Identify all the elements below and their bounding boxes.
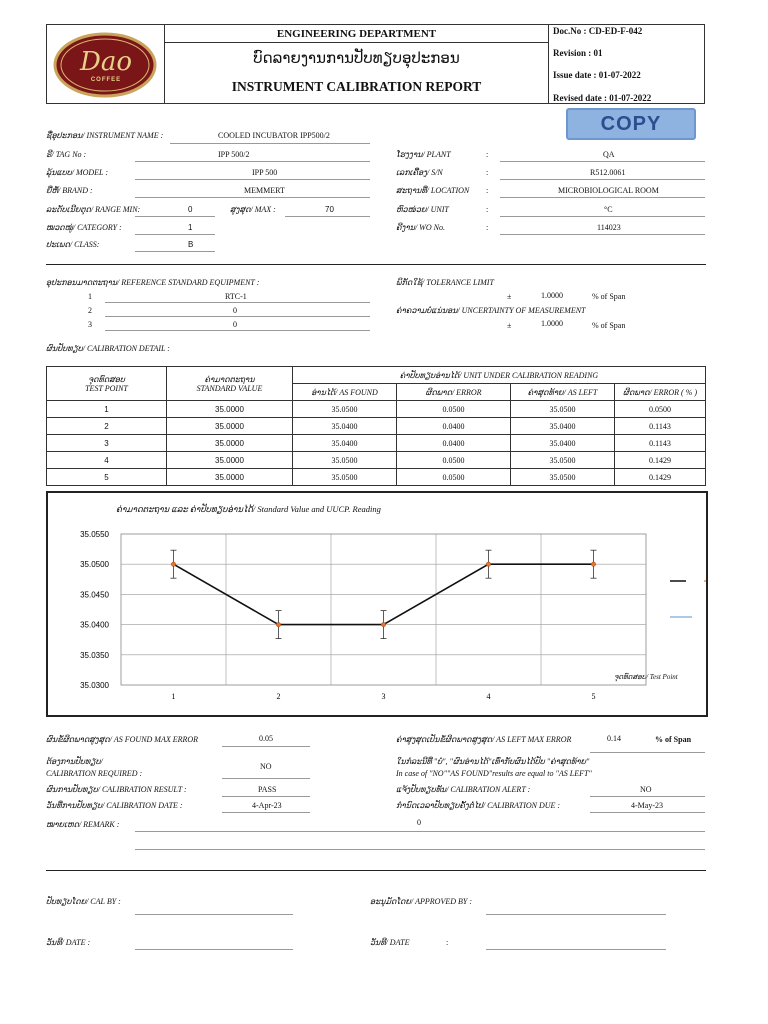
instrument-name-label: ຊື່ອຸປະກອນ/ INSTRUMENT NAME : <box>46 131 164 140</box>
cal-required-lao: ຕ້ອງການປັບທຽບ/ <box>46 757 103 766</box>
uuc-reading-header: ຄ່າປັບທຽບອ່ານໄດ້/ UNIT UNDER CALIBRATION READING <box>293 367 706 384</box>
cal-required-line <box>222 778 310 779</box>
tolerance-value: 1.0000 <box>541 291 563 300</box>
data-point <box>276 622 280 626</box>
copy-stamp: COPY <box>566 108 696 140</box>
as-left-cell: 35.0400 <box>511 418 615 435</box>
sn-label: ເລກເຄື່ອງ/ S/N <box>396 168 443 177</box>
chart-title: ຄ່າມາດຕະຖານ ແລະ ຄ່າປັບທຽບອ່ານໄດ້/ Standard Value and UUCP. Reading <box>116 504 381 514</box>
calibration-chart <box>46 491 708 717</box>
range-min-label: ລະດັບເນີຍຕຸດ/ RANGE MIN: <box>46 205 141 214</box>
calibration-detail-label: ຜົນປັບທຽບ/ CALIBRATION DETAIL : <box>46 344 170 353</box>
cal-due-line <box>590 812 705 813</box>
remark-label: ໝາຍເຫດ/ REMARK : <box>46 820 120 829</box>
logo-text: Dao <box>80 47 132 77</box>
header-lao: ຈຸດທົດສອບ <box>88 374 125 384</box>
cal-result-label: ຜົນການປັບທຽບ/ CALIBRATION RESULT : <box>46 785 187 794</box>
as-found-cell: 35.0400 <box>293 418 397 435</box>
as-left-max-line <box>590 752 705 753</box>
y-tick-label: 35.0550 <box>80 530 109 539</box>
brand-value: MEMMERT <box>244 186 285 195</box>
cal-date-sign-label: ວັນທີ/ DATE : <box>46 938 91 947</box>
test-point-cell: 5 <box>47 469 167 486</box>
approved-by-signature-line[interactable] <box>486 914 666 915</box>
model-label: ລຸ້ນແບບ/ MODEL : <box>46 168 109 177</box>
standard-value-cell: 35.0000 <box>167 401 293 418</box>
remark-value: 0 <box>417 818 421 827</box>
standard-value-cell: 35.0000 <box>167 435 293 452</box>
location-label: ສະຖານທີ່/ LOCATION <box>396 186 470 195</box>
cal-due-value: 4-May-23 <box>631 801 663 810</box>
section-divider <box>46 870 706 871</box>
error-pct-header: ຜິດພາດ/ ERROR ( % ) <box>615 384 706 401</box>
data-point <box>381 622 385 626</box>
y-tick-label: 35.0300 <box>80 681 109 690</box>
range-min-value: 0 <box>188 205 193 214</box>
approved-by-label: ອະນຸມັດໂດຍ/ APPROVED BY : <box>370 897 472 906</box>
error-cell: 0.0500 <box>397 469 511 486</box>
reference-label: ອຸປະກອນມາດຕະຖານ/ REFERENCE STANDARD EQUIPMENT : <box>46 278 260 287</box>
test-point-cell: 2 <box>47 418 167 435</box>
plus-minus: ± <box>507 292 512 301</box>
model-value: IPP 500 <box>252 168 278 177</box>
category-label: ໝວດໝູ່/ CATEGORY : <box>46 223 122 232</box>
unit-line <box>500 216 705 217</box>
as-found-cell: 35.0400 <box>293 435 397 452</box>
tolerance-unit: % of Span <box>592 292 626 301</box>
header-lao: ຄ່າມາດຕະຖານ <box>204 374 255 384</box>
tag-value: IPP 500/2 <box>218 150 250 159</box>
cal-by-signature-line[interactable] <box>135 914 293 915</box>
y-tick-label: 35.0450 <box>80 590 109 600</box>
table-row <box>47 418 706 435</box>
model-line <box>135 179 370 180</box>
x-tick-label: 5 <box>591 692 596 701</box>
cal-alert-label: ແຈ້ງປັບທຽບທັນ/ CALIBRATION ALERT : <box>396 785 531 794</box>
x-tick-label: 3 <box>381 692 386 701</box>
as-left-header: ຄ່າສຸດທ້າຍ/ AS LEFT <box>511 384 615 401</box>
y-tick-label: 35.0350 <box>80 650 109 660</box>
cal-alert-value: NO <box>640 785 652 794</box>
location-line <box>500 197 705 198</box>
test-point-cell: 3 <box>47 435 167 452</box>
brand-label: ຍີ່ຫໍ້/ BRAND : <box>46 186 93 195</box>
ref-no-2: 2 <box>88 306 92 315</box>
as-found-max-label: ຜົນຂໍ້ຜິດພາດສູງສຸດ/ AS FOUND MAX ERROR <box>46 735 199 744</box>
x-tick-label: 1 <box>171 692 176 701</box>
table-row <box>47 452 706 469</box>
ref-line-2 <box>105 316 370 317</box>
table-row <box>47 401 706 418</box>
header-en: STANDARD VALUE <box>196 383 263 393</box>
location-value: MICROBIOLOGICAL ROOM <box>558 186 659 195</box>
colon: : <box>486 223 489 232</box>
as-left-max-label: ຄ່າສູງສຸດເປັນຂໍ້ຜິດພາດສູງສຸດ/ AS LEFT MAX ERROR <box>396 735 572 744</box>
cal-result-line <box>222 796 310 797</box>
document-header <box>46 24 705 104</box>
plot-area <box>121 534 646 685</box>
uncertainty-unit: % of Span <box>592 321 626 330</box>
x-tick-label: 2 <box>276 692 281 701</box>
uncertainty-value: 1.0000 <box>541 319 563 328</box>
sn-value: R512.0061 <box>590 168 626 177</box>
report-title: INSTRUMENT CALIBRATION REPORT <box>231 79 482 94</box>
max-line <box>285 216 370 217</box>
ref-value-2: 0 <box>233 306 237 315</box>
remark-line-1 <box>135 831 705 832</box>
test-point-cell: 4 <box>47 452 167 469</box>
wo-line <box>500 234 705 235</box>
error-pct-cell: 0.1429 <box>615 452 706 469</box>
plus-minus: ± <box>507 321 512 330</box>
plant-value: QA <box>603 150 615 159</box>
as-found-max-line <box>222 746 310 747</box>
instrument-name-value: COOLED INCUBATOR IPP500/2 <box>218 131 330 140</box>
y-tick-label: 35.0500 <box>80 560 109 570</box>
instrument-name-line <box>170 143 370 144</box>
x-axis-label: ຈຸດທົດສອບ/ Test Point <box>614 673 678 681</box>
cal-date-sign-line[interactable] <box>135 949 293 950</box>
as-left-max-value: 0.14 <box>607 734 621 743</box>
chart-plot <box>48 493 706 715</box>
standard-value-header <box>167 367 293 401</box>
class-line <box>135 251 215 252</box>
as-left-max-unit: % of Span <box>655 735 692 744</box>
as-found-cell: 35.0500 <box>293 452 397 469</box>
error-pct-cell: 0.0500 <box>615 401 706 418</box>
approved-date-label: ວັນທີ/ DATE <box>370 938 410 947</box>
range-min-line <box>135 216 215 217</box>
colon: : <box>486 150 489 159</box>
cal-due-label: ກໍານົດເວລາປັບທຽບຄັ້ງຕໍ່ໄປ/ CALIBRATION DUE : <box>396 801 561 810</box>
standard-value-cell: 35.0000 <box>167 452 293 469</box>
cal-by-label: ປັບທຽບໂດຍ/ CAL BY : <box>46 897 121 906</box>
error-pct-cell: 0.1143 <box>615 418 706 435</box>
error-pct-cell: 0.1429 <box>615 469 706 486</box>
ref-value-3: 0 <box>233 320 237 329</box>
as-found-cell: 35.0500 <box>293 469 397 486</box>
error-cell: 0.0400 <box>397 418 511 435</box>
brand-line <box>135 197 370 198</box>
plant-label: ໂຮງງານ/ PLANT <box>396 150 451 159</box>
table-row <box>47 469 706 486</box>
wo-label: ຄີງານ/ WO No. <box>396 223 445 232</box>
data-point <box>486 562 490 566</box>
x-tick-label: 4 <box>486 692 491 701</box>
error-pct-cell: 0.1143 <box>615 435 706 452</box>
note-en: In case of "NO""AS FOUND"results are equal to "AS LEFT" <box>396 769 592 778</box>
logo-cell <box>47 25 165 103</box>
error-cell: 0.0500 <box>397 452 511 469</box>
department-name: ENGINEERING DEPARTMENT <box>165 25 548 43</box>
data-point <box>171 562 175 566</box>
cal-result-value: PASS <box>258 785 277 794</box>
colon: : <box>486 168 489 177</box>
category-value: 1 <box>188 223 193 232</box>
as-found-max-value: 0.05 <box>259 734 273 743</box>
document-control-cell <box>549 25 704 103</box>
wo-value: 114023 <box>597 223 621 232</box>
cal-required-label: CALIBRATION REQUIRED : <box>46 769 143 778</box>
unit-label: ຫົວໜ່ວຍ/ UNIT <box>396 205 449 214</box>
max-label: ສູງສຸດ/ MAX : <box>230 205 276 214</box>
error-cell: 0.0500 <box>397 401 511 418</box>
max-value: 70 <box>325 205 334 214</box>
as-left-cell: 35.0500 <box>511 469 615 486</box>
category-line <box>135 234 215 235</box>
logo-subtext: COFFEE <box>90 77 122 83</box>
as-found-cell: 35.0500 <box>293 401 397 418</box>
section-divider <box>46 264 706 265</box>
sn-line <box>500 179 705 180</box>
uncertainty-label: ຄ່າຄວາມບໍ່ແນ່ນອນ/ UNCERTAINTY OF MEASUREMENT <box>396 306 586 315</box>
y-tick-label: 35.0400 <box>80 620 109 630</box>
unit-value: °C <box>604 205 613 214</box>
calibration-table <box>46 366 706 486</box>
tolerance-label: ພິກັດໃຊ້/ TOLERANCE LIMIT <box>396 278 494 287</box>
cal-date-label: ວັນທີ່ການປັບທຽບ/ CALIBRATION DATE : <box>46 801 183 810</box>
error-cell: 0.0400 <box>397 435 511 452</box>
standard-value-cell: 35.0000 <box>167 469 293 486</box>
tag-line <box>135 161 370 162</box>
doc-number: Doc.No : CD-ED-F-042 <box>553 26 643 36</box>
ref-no-3: 3 <box>88 320 92 329</box>
remark-line-2 <box>135 849 705 850</box>
report-title-lao: ບົດລາຍງານການປັບທຽບອຸປະກອນ <box>253 49 460 67</box>
ref-line-3 <box>105 330 370 331</box>
cal-date-line <box>222 812 310 813</box>
data-point <box>591 562 595 566</box>
issue-date: Issue date : 01-07-2022 <box>553 70 641 80</box>
colon: : <box>446 938 449 947</box>
standard-value-cell: 35.0000 <box>167 418 293 435</box>
cal-date-value: 4-Apr-23 <box>252 801 282 810</box>
as-found-header: ອ່ານໄດ້/ AS FOUND <box>293 384 397 401</box>
class-label: ປະເພດ/ CLASS: <box>46 240 100 249</box>
note-lao: ໃນກໍລະນີທີ່ "ບໍ່", "ຜົນອ່ານໄດ້"ເທົ່າກັບຜົນໄດ້ປັບ "ຄ່າສຸດທ້າຍ" <box>396 757 590 766</box>
colon: : <box>486 205 489 214</box>
ref-line-1 <box>105 302 370 303</box>
approved-date-line[interactable] <box>486 949 666 950</box>
plant-line <box>500 161 705 162</box>
ref-no-1: 1 <box>88 292 92 301</box>
revised-date: Revised date : 01-07-2022 <box>553 93 652 103</box>
table-row <box>47 435 706 452</box>
revision: Revision : 01 <box>553 48 603 58</box>
ref-value-1: RTC-1 <box>225 292 247 301</box>
class-value: B <box>188 240 194 249</box>
as-left-cell: 35.0500 <box>511 401 615 418</box>
test-point-header <box>47 367 167 401</box>
error-header: ຜິດພາດ/ ERROR <box>397 384 511 401</box>
colon: : <box>486 186 489 195</box>
tag-label: ຣີ/ TAG No : <box>46 150 87 159</box>
as-left-cell: 35.0500 <box>511 452 615 469</box>
as-left-cell: 35.0400 <box>511 435 615 452</box>
test-point-cell: 1 <box>47 401 167 418</box>
cal-required-value: NO <box>260 762 272 771</box>
title-cell <box>165 25 549 103</box>
cal-alert-line <box>590 796 705 797</box>
table-header-row <box>47 367 706 384</box>
header-en: TEST POINT <box>85 383 128 393</box>
